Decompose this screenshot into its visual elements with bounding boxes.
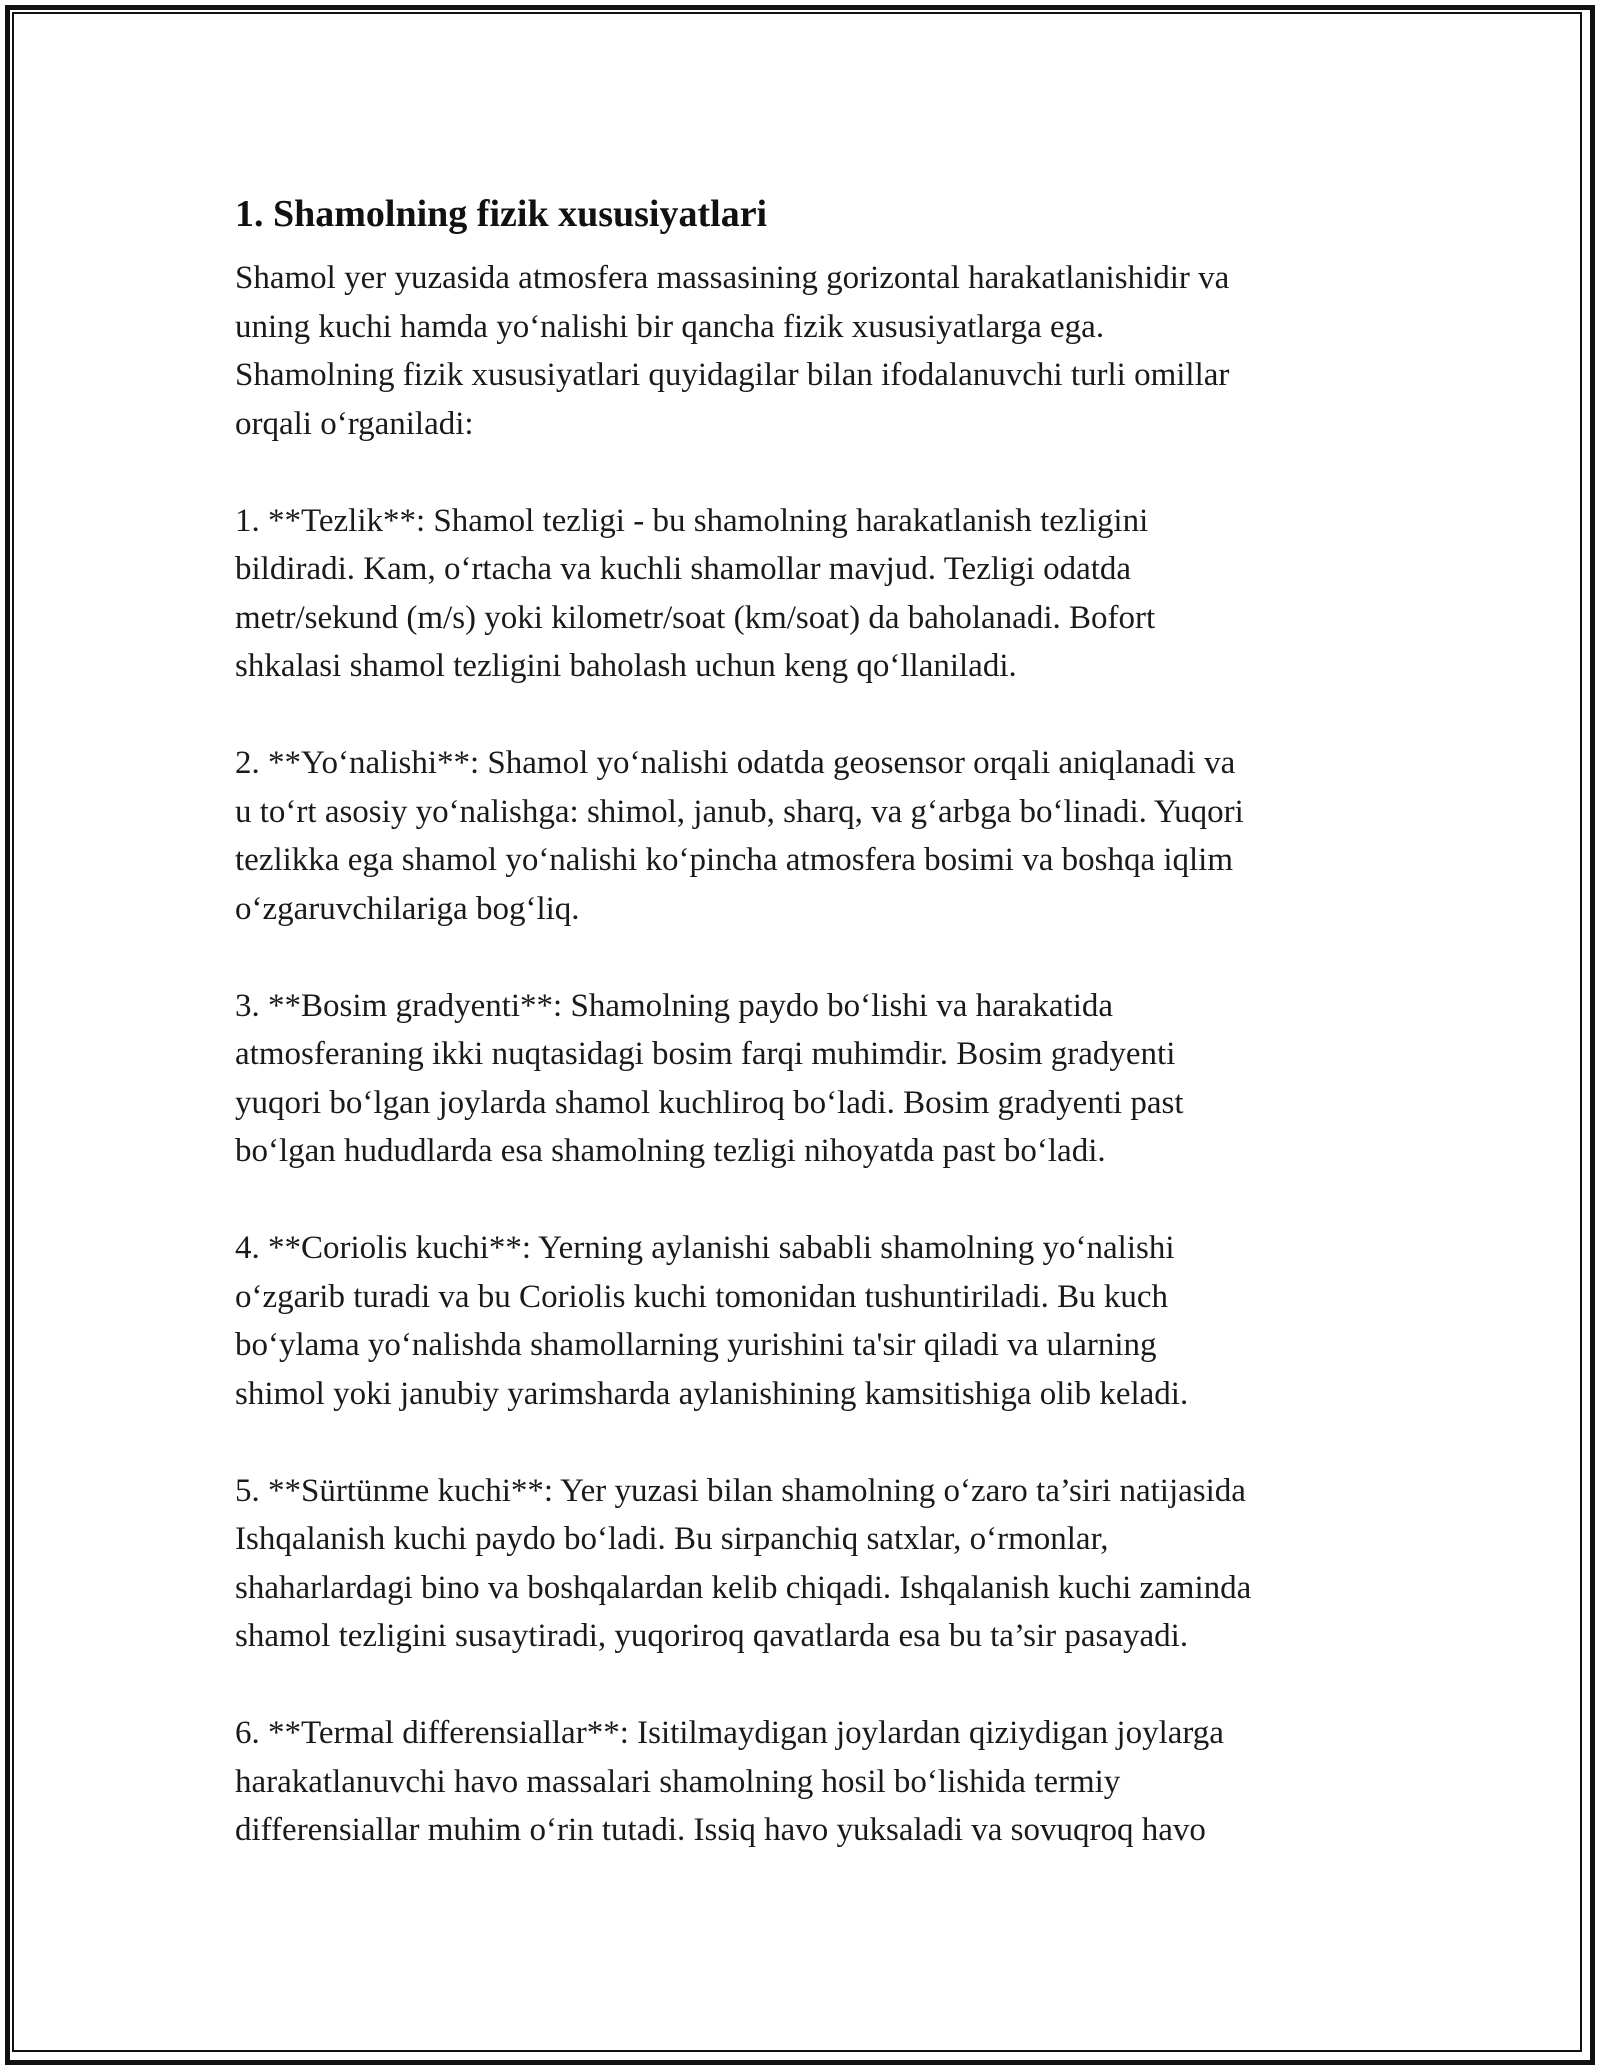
paragraph-bosim-gradyenti: 3. **Bosim gradyenti**: Shamolning paydo bo‘lishi va harakatida atmosferaning ikki nuqtasidagi bosim farqi muhimdir. Bosim gradyenti yuqori bo‘lgan joylarda shamol kuchliroq bo‘ladi. Bosim gradyenti past bo‘lgan hududlarda esa shamolning tezligi nihoyatda past bo‘ladi. xyxy=(235,987,1184,1169)
section-heading: 1. Shamolning fizik xususiyatlari xyxy=(235,193,768,235)
paragraph-coriolis-kuchi: 4. **Coriolis kuchi**: Yerning aylanishi sababli shamolning yo‘nalishi o‘zgarib turadi va bu Coriolis kuchi tomonidan tushuntiriladi. Bu kuch bo‘ylama yo‘nalishda shamollarning yurishini ta'sir qiladi va ularning shimol yoki janubiy yarimsharda aylanishining kamsitishiga olib keladi. xyxy=(235,1230,1189,1412)
paragraph-termal-differensiallar: 6. **Termal differensiallar**: Isitilmaydigan joylardan qiziydigan joylarga harakatlanuvchi havo massalari shamolning hosil bo‘lishida termiy differensiallar muhim o‘rin tutadi. Issiq havo yuksaladi va sovuqroq havo xyxy=(235,1715,1224,1848)
paragraph-yonalishi: 2. **Yo‘nalishi**: Shamol yo‘nalishi odatda geosensor orqali aniqlanadi va u to‘rt asosiy yo‘nalishga: shimol, janub, sharq, va g‘arbga bo‘linadi. Yuqori tezlikka ega shamol yo‘nalishi ko‘pincha atmosfera bosimi va boshqa iqlim o‘zgaruvchilariga bog‘liq. xyxy=(235,745,1244,927)
document-body xyxy=(235,186,1375,1903)
intro-paragraph: Shamol yer yuzasida atmosfera massasining gorizontal harakatlanishidir va uning kuchi hamda yo‘nalishi bir qancha fizik xususiyatlarga ega. Shamolning fizik xususiyatlari quyidagilar bilan ifodalanuvchi turli omillar orqali o‘rganiladi: xyxy=(235,260,1230,442)
paragraph-tezlik: 1. **Tezlik**: Shamol tezligi - bu shamolning harakatlanish tezligini bildiradi. Kam, o‘rtacha va kuchli shamollar mavjud. Tezligi odatda metr/sekund (m/s) yoki kilometr/soat (km/soat) da baholanadi. Bofort shkalasi shamol tezligini baholash uchun keng qo‘llaniladi. xyxy=(235,502,1156,684)
paragraph-surtunme-kuchi: 5. **Sürtünme kuchi**: Yer yuzasi bilan shamolning o‘zaro ta’siri natijasida Ishqalanish kuchi paydo bo‘ladi. Bu sirpanchiq satxlar, o‘rmonlar, shaharlardagi bino va boshqalardan kelib chiqadi. Ishqalanish kuchi zaminda shamol tezligini susaytiradi, yuqoriroq qavatlarda esa bu ta’sir pasayadi. xyxy=(235,1472,1252,1654)
